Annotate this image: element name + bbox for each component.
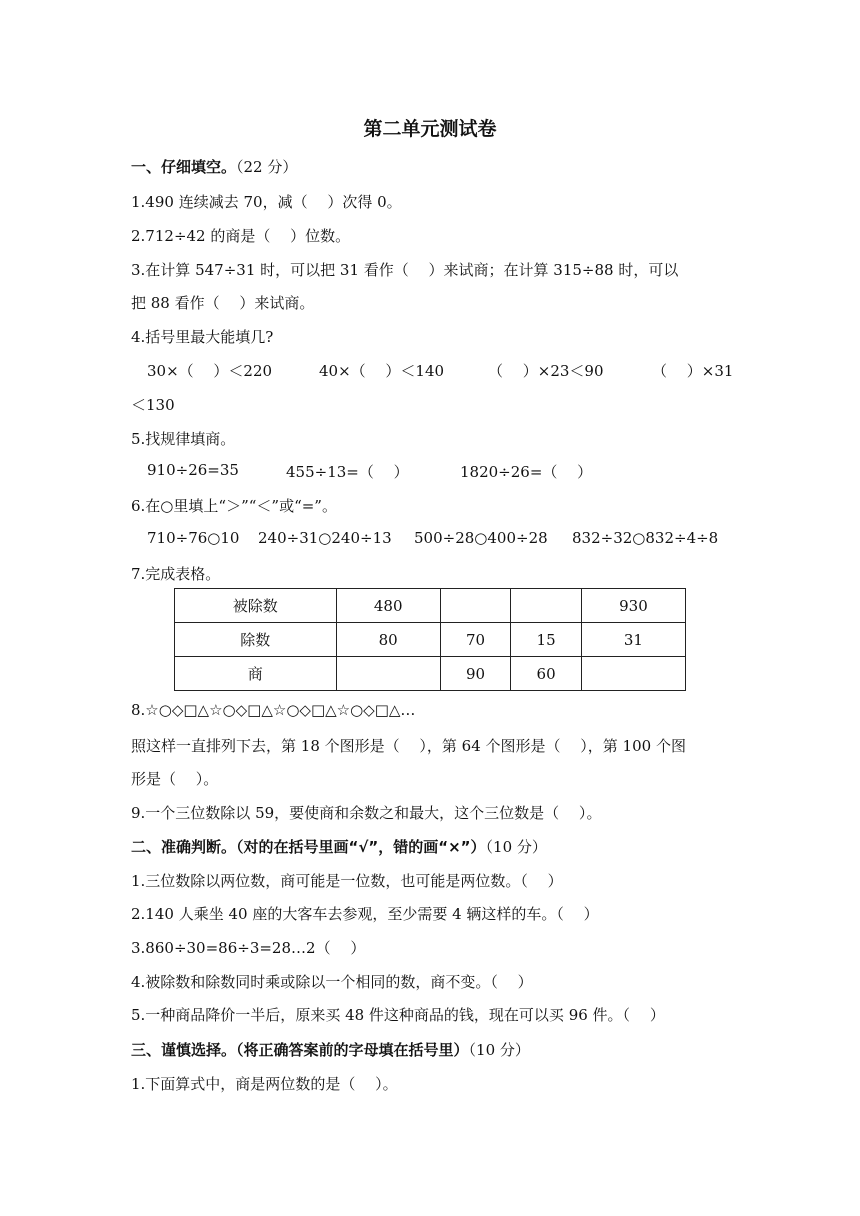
question-1-4-item: （ ）×23＜90 <box>488 362 604 380</box>
division-table <box>174 588 686 691</box>
table-cell <box>511 589 582 623</box>
question-1-9: 9.一个三位数除以 59，要使商和余数之和最大，这个三位数是（ ）。 <box>131 804 602 822</box>
table-cell: 除数 <box>175 623 337 657</box>
question-1-2: 2.712÷42 的商是（ ）位数。 <box>131 227 351 245</box>
table-cell <box>581 657 685 691</box>
table-cell: 被除数 <box>175 589 337 623</box>
table-cell: 480 <box>336 589 440 623</box>
table-cell <box>440 589 511 623</box>
table-cell: 15 <box>511 623 582 657</box>
question-1-3-line1: 3.在计算 547÷31 时，可以把 31 看作（ ）来试商；在计算 315÷88 时，可以 <box>131 261 679 279</box>
section-1-points: （22 分） <box>236 158 298 176</box>
question-1-6-item: 240÷31○240÷13 <box>258 529 392 547</box>
question-1-1: 1.490 连续减去 70，减（ ）次得 0。 <box>131 193 402 211</box>
table-row <box>175 623 686 657</box>
question-1-5-item: 910÷26=35 <box>147 461 239 479</box>
question-1-6-item: 832÷32○832÷4÷8 <box>572 529 719 547</box>
section-1-heading <box>131 156 297 177</box>
question-1-8-line3: 形是（ ）。 <box>131 770 219 788</box>
table-cell: 60 <box>511 657 582 691</box>
section-3-points: （10 分） <box>468 1041 530 1059</box>
table-cell: 商 <box>175 657 337 691</box>
question-3-1: 1.下面算式中，商是两位数的是（ ）。 <box>131 1075 398 1093</box>
question-1-4-item: （ ）×31 <box>652 362 734 380</box>
question-1-4-wrap: ＜130 <box>131 396 175 414</box>
question-1-6-item: 500÷28○400÷28 <box>414 529 548 547</box>
question-2-2: 2.140 人乘坐 40 座的大客车去参观，至少需要 4 辆这样的车。（ ） <box>131 905 599 923</box>
question-1-8-line1: 8.☆○◇□△☆○◇□△☆○◇□△☆○◇□△… <box>131 701 416 719</box>
question-1-5: 5.找规律填商。 <box>131 430 236 448</box>
question-1-5-item: 1820÷26=（ ） <box>460 463 593 481</box>
table-cell: 31 <box>581 623 685 657</box>
section-2-note: （对的在括号里画“√”，错的画“×”） <box>236 838 486 856</box>
table-cell <box>336 657 440 691</box>
table-row <box>175 657 686 691</box>
section-3-heading <box>131 1039 530 1060</box>
question-1-4: 4.括号里最大能填几? <box>131 328 274 346</box>
question-1-5-item: 455÷13=（ ） <box>286 463 409 481</box>
question-1-4-item: 40×（ ）＜140 <box>319 362 445 380</box>
question-1-7: 7.完成表格。 <box>131 565 221 583</box>
table-cell: 70 <box>440 623 511 657</box>
page-title: 第二单元测试卷 <box>363 118 497 140</box>
table-row <box>175 589 686 623</box>
table-cell: 80 <box>336 623 440 657</box>
section-1-title: 一、仔细填空。 <box>131 158 237 176</box>
table-cell: 90 <box>440 657 511 691</box>
question-2-3: 3.860÷30=86÷3=28…2（ ） <box>131 939 366 957</box>
section-3-note: （将正确答案前的字母填在括号里） <box>236 1041 469 1059</box>
table-cell: 930 <box>581 589 685 623</box>
question-1-6-item: 710÷76○10 <box>147 529 240 547</box>
question-1-6: 6.在○里填上“＞”“＜”或“=”。 <box>131 497 337 515</box>
section-2-heading <box>131 836 547 857</box>
question-2-4: 4.被除数和除数同时乘或除以一个相同的数，商不变。（ ） <box>131 973 533 991</box>
section-2-points: （10 分） <box>485 838 547 856</box>
question-2-1: 1.三位数除以两位数，商可能是一位数，也可能是两位数。（ ） <box>131 872 563 890</box>
question-1-4-item: 30×（ ）＜220 <box>147 362 273 380</box>
question-1-3-line2: 把 88 看作（ ）来试商。 <box>131 294 315 312</box>
section-3-title: 三、谨慎选择。 <box>131 1041 237 1059</box>
question-1-8-line2: 照这样一直排列下去，第 18 个图形是（ ），第 64 个图形是（ ），第 100 个图 <box>131 737 686 755</box>
question-2-5: 5.一种商品降价一半后，原来买 48 件这种商品的钱，现在可以买 96 件。（ ） <box>131 1006 665 1024</box>
section-2-title: 二、准确判断。 <box>131 838 237 856</box>
